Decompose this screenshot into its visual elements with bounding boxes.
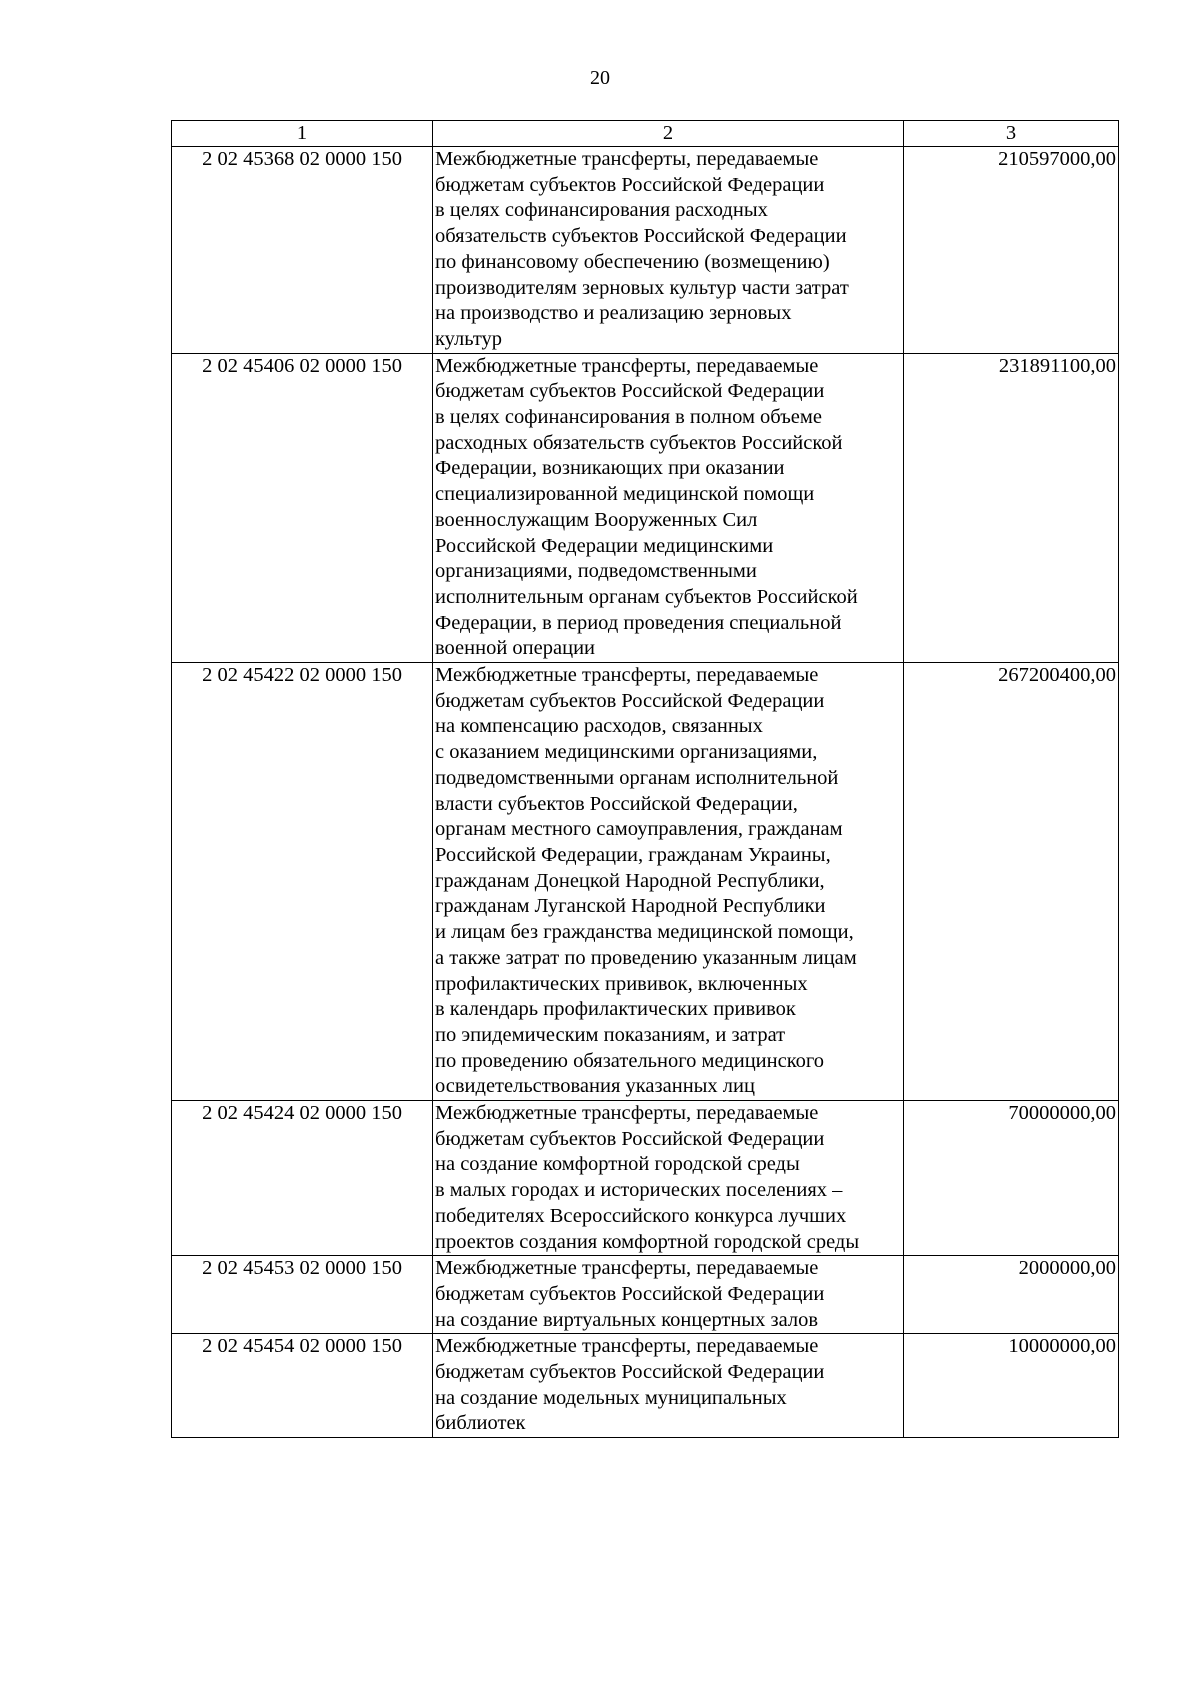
table-row	[172, 1256, 1119, 1334]
description-cell: Межбюджетные трансферты, передаваемые бюджетам субъектов Российской Федерации в целях софинансирования в полном объеме расходных обязательств субъектов Российской Федерации, возникающих при оказании специализированной медицинской помощи военнослужащим Вооруженных Сил Российской Федерации медицинскими организациями, подведомственными исполнительным органам субъектов Российской Федерации, в период проведения специальной военной операции	[433, 353, 904, 662]
budget-code-cell: 2 02 45406 02 0000 150	[172, 353, 433, 662]
description-cell: Межбюджетные трансферты, передаваемые бюджетам субъектов Российской Федерации на создание модельных муниципальных библиотек	[433, 1334, 904, 1438]
amount-cell: 10000000,00	[904, 1334, 1119, 1438]
header-col-2: 2	[433, 121, 904, 147]
table-row	[172, 1334, 1119, 1438]
table-row	[172, 1101, 1119, 1256]
table-row	[172, 353, 1119, 662]
header-col-1: 1	[172, 121, 433, 147]
description-cell: Межбюджетные трансферты, передаваемые бюджетам субъектов Российской Федерации на компенсацию расходов, связанных с оказанием медицинскими организациями, подведомственными органам исполнительной власти субъектов Российской Федерации, органам местного самоуправления, гражданам Российской Федерации, гражданам Украины, гражданам Донецкой Народной Республики, гражданам Луганской Народной Республики и лицам без гражданства медицинской помощи, а также затрат по проведению указанным лицам профилактических прививок, включенных в календарь профилактических прививок по эпидемическим показаниям, и затрат по проведению обязательного медицинского освидетельствования указанных лиц	[433, 663, 904, 1101]
table-row	[172, 663, 1119, 1101]
header-col-3: 3	[904, 121, 1119, 147]
table-row	[172, 147, 1119, 354]
amount-cell: 2000000,00	[904, 1256, 1119, 1334]
description-cell: Межбюджетные трансферты, передаваемые бюджетам субъектов Российской Федерации на создание комфортной городской среды в малых городах и исторических поселениях – победителях Всероссийского конкурса лучших проектов создания комфортной городской среды	[433, 1101, 904, 1256]
budget-code-cell: 2 02 45368 02 0000 150	[172, 147, 433, 354]
budget-code-cell: 2 02 45422 02 0000 150	[172, 663, 433, 1101]
amount-cell: 231891100,00	[904, 353, 1119, 662]
description-cell: Межбюджетные трансферты, передаваемые бюджетам субъектов Российской Федерации в целях софинансирования расходных обязательств субъектов Российской Федерации по финансовому обеспечению (возмещению) производителям зерновых культур части затрат на производство и реализацию зерновых культур	[433, 147, 904, 354]
budget-table	[171, 120, 1119, 1438]
page-number: 20	[590, 67, 610, 89]
amount-cell: 210597000,00	[904, 147, 1119, 354]
budget-code-cell: 2 02 45453 02 0000 150	[172, 1256, 433, 1334]
description-cell: Межбюджетные трансферты, передаваемые бюджетам субъектов Российской Федерации на создание виртуальных концертных залов	[433, 1256, 904, 1334]
budget-code-cell: 2 02 45424 02 0000 150	[172, 1101, 433, 1256]
amount-cell: 267200400,00	[904, 663, 1119, 1101]
header-row	[172, 121, 1119, 147]
budget-code-cell: 2 02 45454 02 0000 150	[172, 1334, 433, 1438]
amount-cell: 70000000,00	[904, 1101, 1119, 1256]
